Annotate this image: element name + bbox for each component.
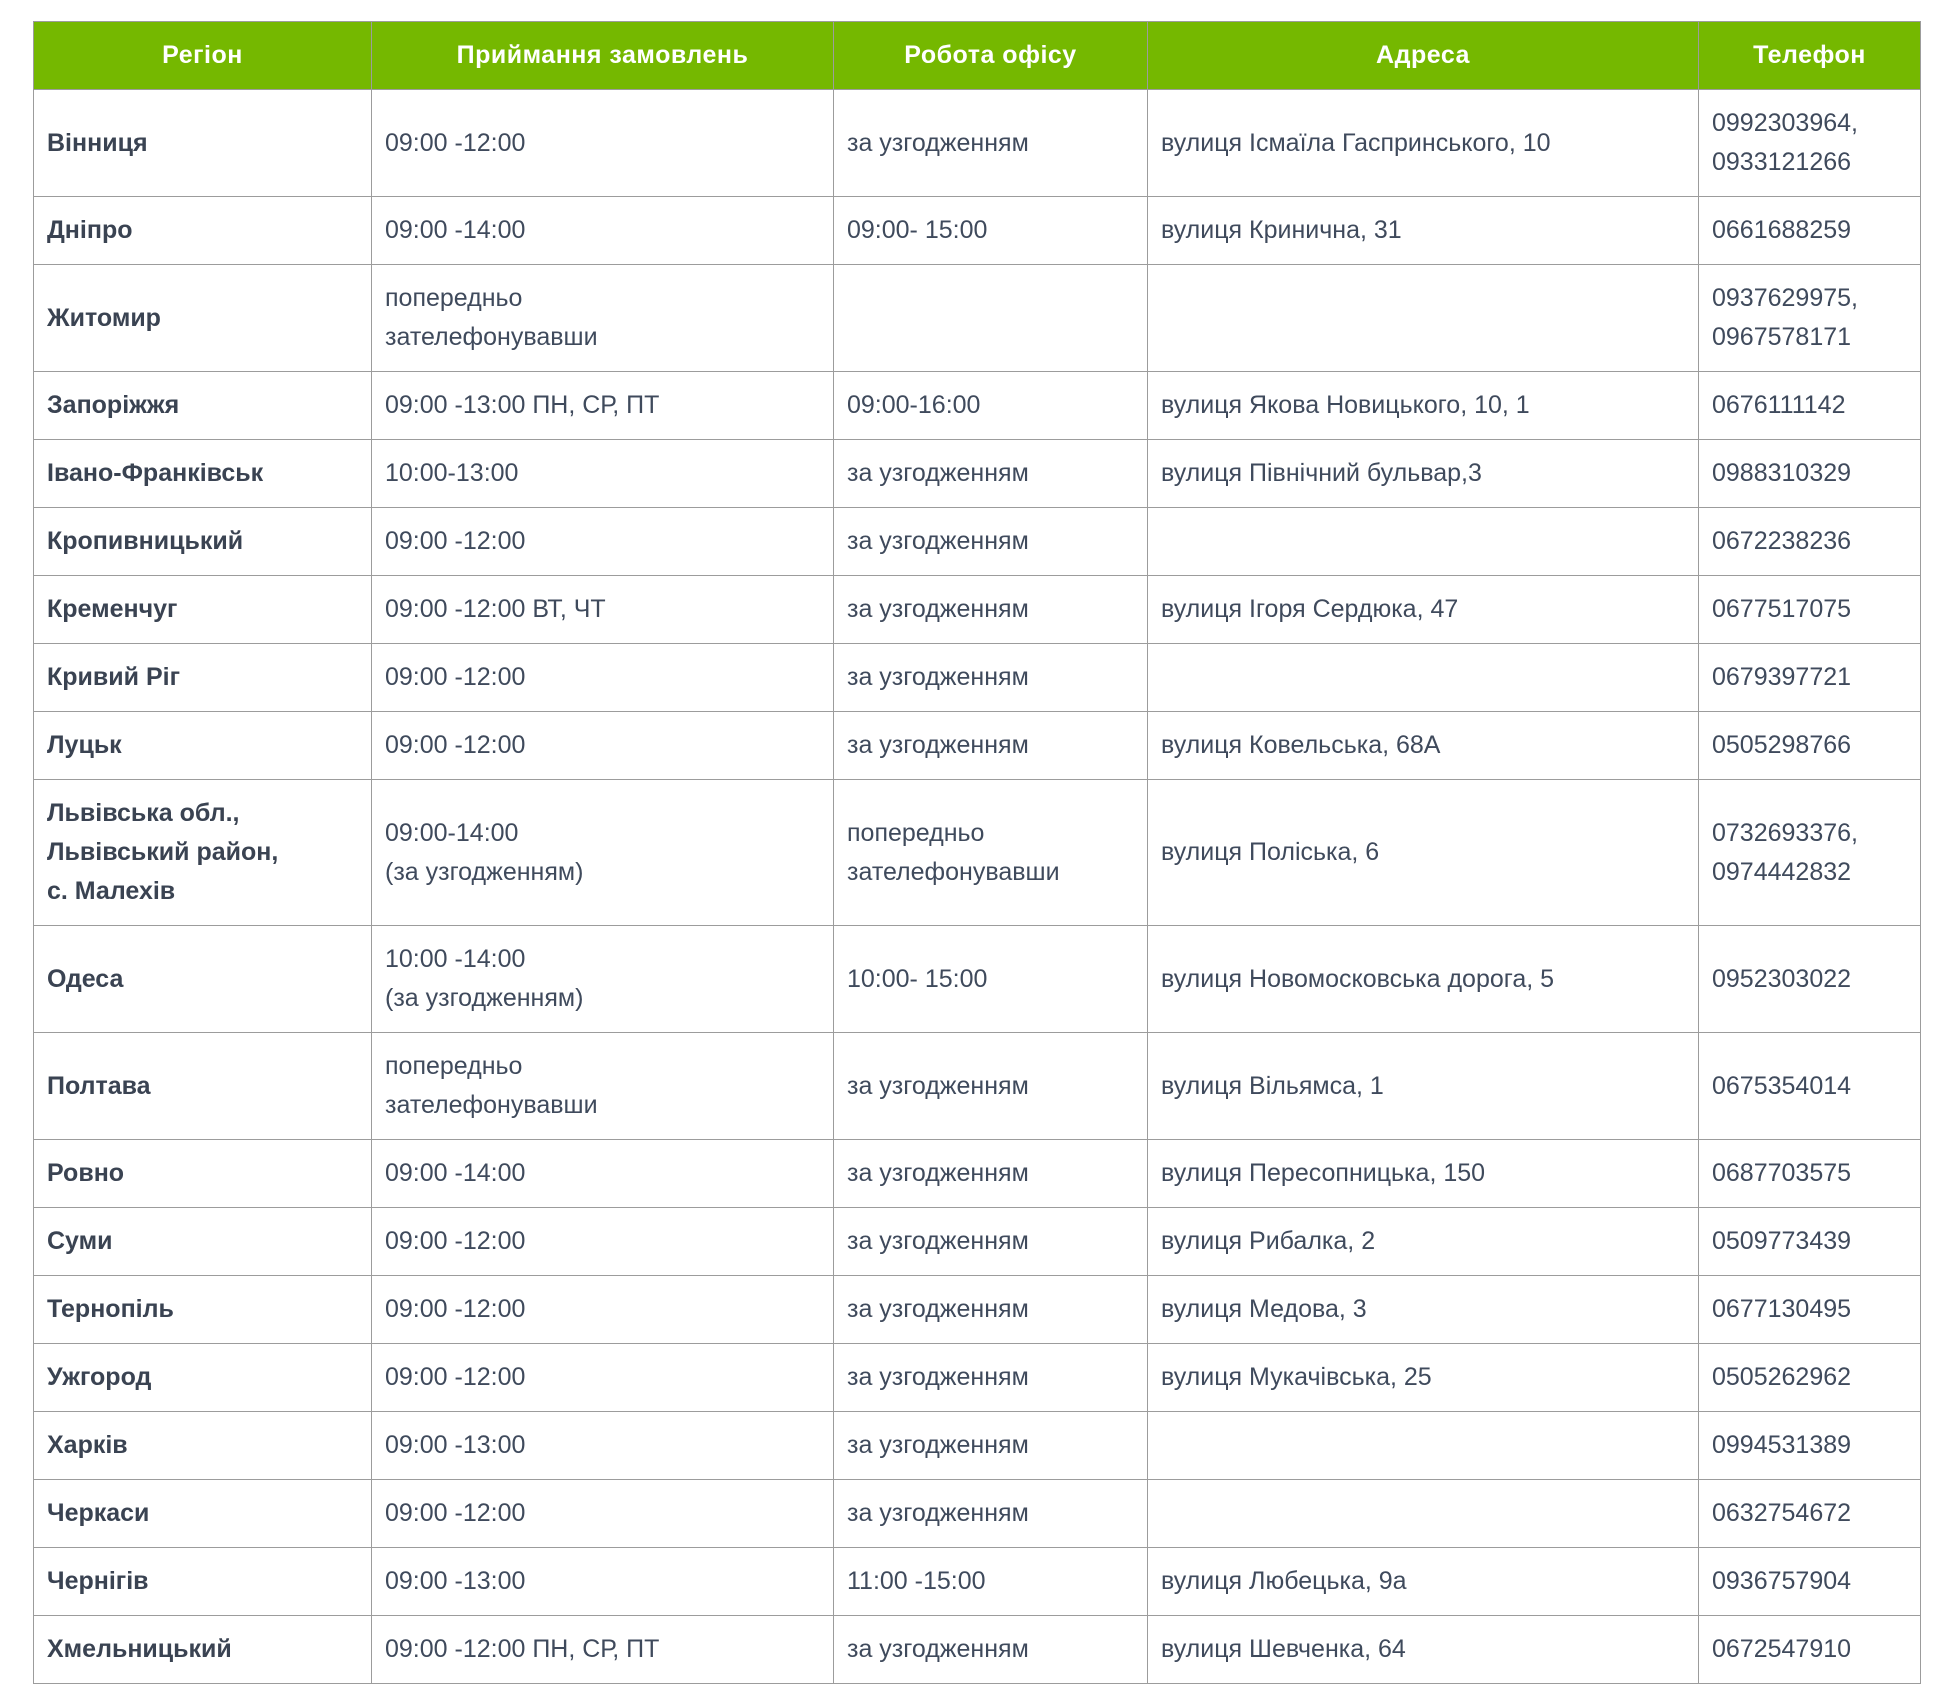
table-body	[34, 90, 1921, 1684]
address-cell	[1148, 780, 1699, 926]
phone-cell-line: 0936757904	[1712, 1567, 1852, 1595]
region-cell-line: Чернігів	[47, 1567, 149, 1595]
phone-cell-line: 0672547910	[1712, 1635, 1852, 1663]
address-cell	[1148, 265, 1699, 372]
orders-cell	[372, 780, 834, 926]
office-hours-cell-line: за узгодженням	[847, 1431, 1029, 1459]
orders-cell	[372, 265, 834, 372]
orders-cell-line: зателефонувавши	[385, 1091, 598, 1119]
office-hours-cell	[834, 1033, 1148, 1140]
office-hours-cell	[834, 1276, 1148, 1344]
table-row	[34, 90, 1921, 197]
phone-cell	[1699, 1412, 1921, 1480]
offices-table	[33, 21, 1921, 1684]
table-row	[34, 1344, 1921, 1412]
phone-cell	[1699, 90, 1921, 197]
region-cell	[34, 1033, 372, 1140]
orders-cell-line: 09:00 -12:00	[385, 527, 526, 555]
address-cell-line: вулиця Рибалка, 2	[1161, 1227, 1376, 1255]
office-hours-cell-line: за узгодженням	[847, 1363, 1029, 1391]
region-cell-line: Харків	[47, 1431, 128, 1459]
orders-cell-line: 10:00 -14:00	[385, 945, 526, 973]
orders-cell-line: 09:00 -12:00 ВТ, ЧТ	[385, 595, 606, 623]
table-row	[34, 1412, 1921, 1480]
phone-cell-line: 0937629975,	[1712, 284, 1858, 312]
region-cell-line: Львівська обл.,	[47, 799, 240, 827]
phone-cell	[1699, 1208, 1921, 1276]
phone-cell	[1699, 1616, 1921, 1684]
orders-cell-line: (за узгодженням)	[385, 984, 584, 1012]
region-cell-line: Луцьк	[47, 731, 122, 759]
region-cell	[34, 576, 372, 644]
phone-cell	[1699, 1033, 1921, 1140]
column-header-office-hours: Робота офісу	[834, 22, 1148, 90]
office-hours-cell-line: за узгодженням	[847, 1635, 1029, 1663]
address-cell-line: вулиця Поліська, 6	[1161, 838, 1380, 866]
table-row	[34, 576, 1921, 644]
office-hours-cell	[834, 440, 1148, 508]
address-cell-line: вулиця Ковельська, 68А	[1161, 731, 1441, 759]
region-cell	[34, 265, 372, 372]
phone-cell	[1699, 1548, 1921, 1616]
table-row	[34, 197, 1921, 265]
address-cell-line: вулиця Якова Новицького, 10, 1	[1161, 391, 1530, 419]
table-row	[34, 440, 1921, 508]
phone-cell	[1699, 1344, 1921, 1412]
region-cell-line: Запоріжжя	[47, 391, 180, 419]
orders-cell	[372, 1412, 834, 1480]
office-hours-cell-line: зателефонувавши	[847, 857, 1060, 886]
orders-cell-line: 09:00 -12:00 ПН, СР, ПТ	[385, 1635, 660, 1663]
office-hours-cell	[834, 372, 1148, 440]
orders-cell-line: 09:00 -12:00	[385, 663, 526, 691]
region-cell	[34, 644, 372, 712]
office-hours-cell	[834, 90, 1148, 197]
phone-cell-line: 0679397721	[1712, 663, 1852, 691]
office-hours-cell	[834, 712, 1148, 780]
office-hours-cell	[834, 1616, 1148, 1684]
office-hours-cell-line: за узгодженням	[847, 1159, 1029, 1187]
phone-cell	[1699, 508, 1921, 576]
phone-cell	[1699, 1276, 1921, 1344]
region-cell-line: Ровно	[47, 1159, 125, 1187]
orders-cell	[372, 1033, 834, 1140]
region-cell	[34, 1480, 372, 1548]
office-hours-cell-line: за узгодженням	[847, 731, 1029, 759]
office-hours-cell-line: за узгодженням	[847, 595, 1029, 623]
table-row	[34, 1033, 1921, 1140]
office-hours-cell	[834, 780, 1148, 926]
table-row	[34, 644, 1921, 712]
address-cell-line: вулиця Ісмаїла Гаспринського, 10	[1161, 128, 1551, 157]
phone-cell-line: 0661688259	[1712, 216, 1852, 244]
phone-cell-line: 0994531389	[1712, 1431, 1852, 1459]
region-cell-line: Одеса	[47, 964, 124, 993]
region-cell	[34, 1548, 372, 1616]
table-row	[34, 1480, 1921, 1548]
phone-cell-line: 0732693376,	[1712, 818, 1858, 847]
office-hours-cell-line: за узгодженням	[847, 1071, 1029, 1100]
phone-cell-line: 0992303964,	[1712, 109, 1858, 137]
address-cell	[1148, 1412, 1699, 1480]
address-cell	[1148, 90, 1699, 197]
table-row	[34, 1616, 1921, 1684]
office-hours-cell-line: 09:00- 15:00	[847, 216, 988, 244]
address-cell	[1148, 372, 1699, 440]
region-cell-line: Суми	[47, 1227, 113, 1255]
address-cell	[1148, 1344, 1699, 1412]
phone-cell	[1699, 1480, 1921, 1548]
address-cell-line: вулиця Північний бульвар,3	[1161, 459, 1482, 487]
orders-cell	[372, 90, 834, 197]
orders-cell	[372, 1344, 834, 1412]
office-hours-cell	[834, 926, 1148, 1033]
phone-cell-line: 0672238236	[1712, 527, 1852, 555]
phone-cell-line: 0509773439	[1712, 1227, 1852, 1255]
office-hours-cell-line: за узгодженням	[847, 663, 1029, 691]
office-hours-cell-line: за узгодженням	[847, 1227, 1029, 1255]
table-row	[34, 1140, 1921, 1208]
address-cell	[1148, 1548, 1699, 1616]
region-cell	[34, 197, 372, 265]
orders-cell	[372, 508, 834, 576]
address-cell	[1148, 197, 1699, 265]
column-header-orders: Приймання замовлень	[372, 22, 834, 90]
phone-cell-line: 0988310329	[1712, 459, 1852, 487]
column-header-phone: Телефон	[1699, 22, 1921, 90]
address-cell	[1148, 1033, 1699, 1140]
address-cell-line: вулиця Шевченка, 64	[1161, 1635, 1406, 1663]
table-row	[34, 926, 1921, 1033]
region-cell	[34, 1344, 372, 1412]
region-cell-line: Вінниця	[47, 128, 148, 157]
office-hours-cell-line: 10:00- 15:00	[847, 964, 988, 993]
office-hours-cell-line: попередньо	[847, 818, 985, 847]
orders-cell-line: 09:00 -13:00	[385, 1567, 526, 1595]
office-hours-cell	[834, 1480, 1148, 1548]
office-hours-cell	[834, 197, 1148, 265]
table-row	[34, 712, 1921, 780]
office-hours-cell-line: за узгодженням	[847, 1295, 1029, 1323]
column-header-region: Регіон	[34, 22, 372, 90]
orders-cell-line: попередньо	[385, 1052, 523, 1080]
phone-cell	[1699, 372, 1921, 440]
office-hours-cell-line: 09:00-16:00	[847, 391, 981, 419]
orders-cell	[372, 926, 834, 1033]
phone-cell-line: 0675354014	[1712, 1071, 1852, 1100]
region-cell	[34, 90, 372, 197]
orders-cell	[372, 1480, 834, 1548]
office-hours-cell-line: за узгодженням	[847, 1499, 1029, 1527]
address-cell-line: вулиця Ігоря Сердюка, 47	[1161, 595, 1459, 623]
region-cell	[34, 508, 372, 576]
address-cell	[1148, 712, 1699, 780]
table-header	[34, 22, 1921, 90]
table-row	[34, 265, 1921, 372]
orders-cell	[372, 1548, 834, 1616]
address-cell-line: вулиця Медова, 3	[1161, 1295, 1367, 1323]
phone-cell	[1699, 926, 1921, 1033]
orders-cell-line: 09:00 -12:00	[385, 1295, 526, 1323]
office-hours-cell	[834, 1412, 1148, 1480]
office-hours-cell	[834, 576, 1148, 644]
region-cell	[34, 1412, 372, 1480]
region-cell	[34, 1140, 372, 1208]
orders-cell-line: 09:00 -12:00	[385, 1499, 526, 1527]
address-cell	[1148, 576, 1699, 644]
header-row	[34, 22, 1921, 90]
address-cell	[1148, 644, 1699, 712]
phone-cell	[1699, 644, 1921, 712]
orders-cell	[372, 372, 834, 440]
orders-cell	[372, 197, 834, 265]
office-hours-cell-line: за узгодженням	[847, 527, 1029, 555]
office-hours-cell-line: за узгодженням	[847, 459, 1029, 487]
phone-cell	[1699, 1140, 1921, 1208]
orders-cell	[372, 576, 834, 644]
phone-cell-line: 0967578171	[1712, 323, 1852, 351]
table-row	[34, 1548, 1921, 1616]
orders-cell	[372, 1276, 834, 1344]
phone-cell	[1699, 440, 1921, 508]
orders-cell-line: 09:00 -14:00	[385, 216, 526, 244]
orders-cell	[372, 1208, 834, 1276]
table-row	[34, 780, 1921, 926]
phone-cell-line: 0505298766	[1712, 731, 1852, 759]
address-cell	[1148, 926, 1699, 1033]
orders-cell-line: 09:00 -12:00	[385, 128, 526, 157]
region-cell-line: Ужгород	[47, 1363, 152, 1391]
phone-cell	[1699, 265, 1921, 372]
office-hours-cell-line: 11:00 -15:00	[847, 1567, 986, 1595]
orders-cell-line: попередньо	[385, 284, 523, 312]
region-cell-line: Житомир	[47, 303, 161, 332]
office-hours-cell	[834, 265, 1148, 372]
office-hours-cell	[834, 1208, 1148, 1276]
phone-cell-line: 0505262962	[1712, 1363, 1852, 1391]
office-hours-cell	[834, 508, 1148, 576]
table-row	[34, 372, 1921, 440]
region-cell-line: Львівський район,	[47, 838, 279, 866]
region-cell-line: Кривий Ріг	[47, 663, 180, 691]
orders-cell-line: 09:00 -12:00	[385, 731, 526, 759]
phone-cell-line: 0974442832	[1712, 857, 1852, 886]
address-cell	[1148, 440, 1699, 508]
table-row	[34, 508, 1921, 576]
phone-cell-line: 0677130495	[1712, 1295, 1852, 1323]
address-cell	[1148, 1208, 1699, 1276]
orders-cell	[372, 644, 834, 712]
orders-cell-line: 09:00 -13:00 ПН, СР, ПТ	[385, 391, 660, 419]
address-cell-line: вулиця Кринична, 31	[1161, 216, 1402, 244]
phone-cell-line: 0632754672	[1712, 1499, 1852, 1527]
phone-cell	[1699, 712, 1921, 780]
address-cell	[1148, 1140, 1699, 1208]
phone-cell	[1699, 780, 1921, 926]
orders-cell	[372, 1616, 834, 1684]
region-cell-line: Полтава	[47, 1071, 151, 1100]
orders-cell-line: (за узгодженням)	[385, 857, 584, 886]
phone-cell	[1699, 576, 1921, 644]
region-cell-line: Тернопіль	[47, 1295, 174, 1323]
region-cell-line: Кременчуг	[47, 595, 178, 623]
address-cell	[1148, 508, 1699, 576]
address-cell-line: вулиця Вільямса, 1	[1161, 1071, 1384, 1100]
orders-cell	[372, 712, 834, 780]
address-cell-line: вулиця Новомосковська дорога, 5	[1161, 964, 1555, 993]
office-hours-cell	[834, 1548, 1148, 1616]
address-cell-line: вулиця Пересопницька, 150	[1161, 1159, 1486, 1187]
region-cell	[34, 780, 372, 926]
orders-cell-line: 09:00-14:00	[385, 818, 519, 847]
table-row	[34, 1276, 1921, 1344]
region-cell-line: Хмельницький	[47, 1635, 232, 1663]
phone-cell-line: 0933121266	[1712, 148, 1852, 176]
phone-cell-line: 0687703575	[1712, 1159, 1852, 1187]
region-cell-line: Дніпро	[47, 216, 133, 244]
orders-cell-line: 09:00 -14:00	[385, 1159, 526, 1187]
region-cell-line: Івано-Франківськ	[47, 459, 264, 487]
phone-cell-line: 0952303022	[1712, 964, 1852, 993]
region-cell	[34, 712, 372, 780]
region-cell	[34, 372, 372, 440]
address-cell	[1148, 1480, 1699, 1548]
orders-cell-line: 09:00 -13:00	[385, 1431, 526, 1459]
offices-table-container	[33, 21, 1920, 1684]
orders-cell	[372, 440, 834, 508]
office-hours-cell	[834, 644, 1148, 712]
phone-cell-line: 0676111142	[1712, 391, 1846, 419]
table-row	[34, 1208, 1921, 1276]
phone-cell-line: 0677517075	[1712, 595, 1852, 623]
region-cell	[34, 1208, 372, 1276]
orders-cell	[372, 1140, 834, 1208]
orders-cell-line: 09:00 -12:00	[385, 1363, 526, 1391]
address-cell	[1148, 1276, 1699, 1344]
orders-cell-line: 10:00-13:00	[385, 459, 519, 487]
column-header-address: Адреса	[1148, 22, 1699, 90]
address-cell-line: вулиця Мукачівська, 25	[1161, 1363, 1432, 1391]
orders-cell-line: зателефонувавши	[385, 323, 598, 351]
office-hours-cell	[834, 1140, 1148, 1208]
region-cell-line: Кропивницький	[47, 527, 244, 555]
region-cell	[34, 926, 372, 1033]
phone-cell	[1699, 197, 1921, 265]
region-cell-line: с. Малехів	[47, 877, 176, 905]
orders-cell-line: 09:00 -12:00	[385, 1227, 526, 1255]
office-hours-cell-line: за узгодженням	[847, 128, 1029, 157]
address-cell	[1148, 1616, 1699, 1684]
region-cell	[34, 1616, 372, 1684]
region-cell	[34, 1276, 372, 1344]
region-cell-line: Черкаси	[47, 1499, 150, 1527]
region-cell	[34, 440, 372, 508]
address-cell-line: вулиця Любецька, 9а	[1161, 1567, 1407, 1595]
office-hours-cell	[834, 1344, 1148, 1412]
